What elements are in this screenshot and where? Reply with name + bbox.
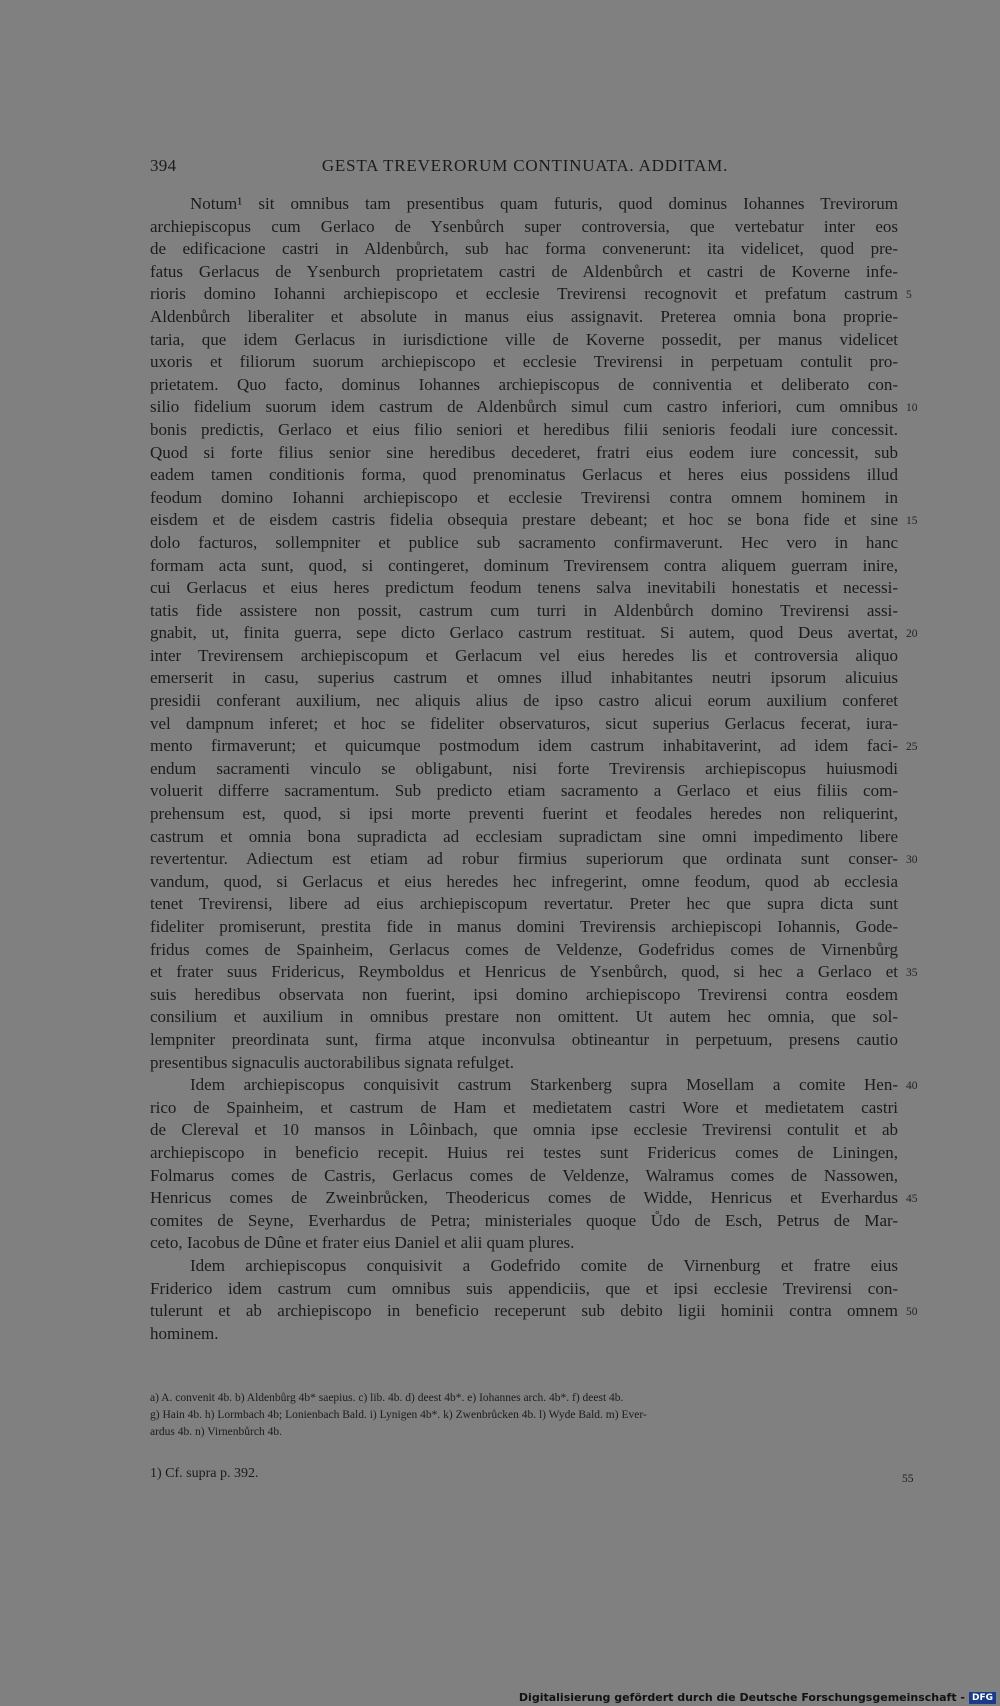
text-line-content: gnabit, ut, finita guerra, sepe dicto Gerlaco castrum restituat. Si autem, quod Deus avertat,: [150, 623, 898, 643]
line-number: 50: [906, 1306, 918, 1319]
text-line: [150, 238, 898, 261]
text-line: [150, 1142, 898, 1165]
text-line-content: Quod si forte filius senior sine heredibus decederet, fratri eius eodem iure concessit, sub: [150, 442, 898, 462]
text-line: [150, 419, 898, 442]
text-line-content: rico de Spainheim, et castrum de Ham et medietatem castri Wore et medietatem castri: [150, 1097, 898, 1117]
line-number: 20: [906, 628, 918, 641]
text-line: [150, 1210, 898, 1233]
text-line: [150, 1052, 898, 1075]
text-line: [150, 780, 898, 803]
text-line: [150, 826, 898, 849]
text-line-content: emerserit in casu, superius castrum et omnes illud inhabitantes neutri ipsorum alicuius: [150, 668, 898, 688]
text-line-content: de Clereval et 10 mansos in Lôinbach, que omnia ipse ecclesie Trevirensi contulit et ab: [150, 1120, 898, 1140]
text-line-content: feodum domino Iohanni archiepiscopo et ecclesie Trevirensi contra omnem hominem in: [150, 487, 898, 507]
text-line-content: bonis predictis, Gerlaco et eius filio seniori et heredibus filii senioris feodali iure concessit.: [150, 419, 898, 439]
signature-mark: 55: [902, 1473, 914, 1485]
apparatus-line: a) A. convenit 4b. b) Aldenbůrg 4b* saepius. c) lib. 4b. d) deest 4b*. e) Iohannes arch. 4b*. f) deest 4b.: [150, 1392, 624, 1404]
text-line: [150, 1074, 918, 1097]
text-line-content: presentibus signaculis auctorabilibus signata refulget.: [150, 1052, 514, 1072]
text-line-content: vandum, quod, si Gerlacus et eius heredes hec infregerint, omne feodum, quod ab ecclesia: [150, 871, 898, 891]
text-line: [150, 1119, 898, 1142]
source-footnote: 1) Cf. supra p. 392.: [150, 1466, 259, 1481]
text-line: [150, 713, 898, 736]
running-title: GESTA TREVERORUM CONTINUATA. ADDITAM.: [321, 156, 729, 175]
text-line: [150, 1278, 898, 1301]
text-line: [150, 216, 898, 239]
text-line-content: eisdem et de eisdem castris fidelia obsequia prestare debeant; et hoc se bona fide et sine: [150, 510, 898, 530]
text-line: [150, 871, 898, 894]
text-line-content: consilium et auxilium in omnibus prestare non omittent. Ut autem hec omnia, que sol-: [150, 1007, 898, 1027]
apparatus-line: ardus 4b. n) Virnenbůrch 4b.: [150, 1426, 282, 1438]
text-line-content: eadem tamen conditionis forma, quod prenominatus Gerlacus et heres eius possidens illud: [150, 465, 898, 485]
text-line-content: archiepiscopus cum Gerlaco de Ysenbůrch super controversia, que vertebatur inter eos: [150, 216, 898, 236]
line-number: 25: [906, 741, 918, 754]
text-line-content: endum sacramenti vinculo se obligabunt, nisi forte Trevirensis archiepiscopus huiusmodi: [150, 758, 898, 778]
line-number: 10: [906, 402, 918, 415]
text-line: [150, 622, 918, 645]
text-line: [150, 1029, 898, 1052]
text-line: [150, 667, 898, 690]
page-number: 394: [150, 156, 177, 175]
text-line: [150, 1300, 918, 1323]
main-text: [150, 193, 918, 1345]
text-line-content: suis heredibus observata non fuerint, ipsi domino archiepiscopo Trevirensi contra eosdem: [150, 984, 898, 1004]
text-line-content: Aldenbůrch liberaliter et absolute in manus eius assignavit. Preterea omnia bona proprie-: [150, 306, 898, 326]
text-line-content: Notum¹ sit omnibus tam presentibus quam futuris, quod dominus Iohannes Trevirorum: [190, 194, 898, 213]
text-line-content: tenet Trevirensi, libere ad eius archiepiscopum revertatur. Preter hec que supra dicta sunt: [150, 894, 898, 914]
text-line: [150, 577, 898, 600]
text-line: [150, 283, 912, 306]
line-number: 5: [906, 289, 912, 302]
text-line-content: rioris domino Iohanni archiepiscopo et ecclesie Trevirensi recognovit et prefatum castrum: [150, 284, 898, 304]
text-line-content: uxoris et filiorum suorum archiepiscopo et ecclesie Trevirensi in perpetuam contulit pro-: [150, 352, 898, 372]
line-number: 15: [906, 515, 918, 528]
text-line-content: mento firmaverunt; et quicumque postmodum idem castrum inhabitaverint, ad idem faci-: [150, 736, 898, 756]
text-line: [150, 1255, 898, 1278]
digitization-footer: [519, 1690, 1000, 1706]
apparatus-line: g) Hain 4b. h) Lormbach 4b; Lonienbach Bald. i) Lynigen 4b*. k) Zwenbrůcken 4b. l) Wyde Bald. m) Ever-: [150, 1409, 647, 1421]
text-line-content: Friderico idem castrum cum omnibus suis appendiciis, que et ipsi ecclesie Trevirensi con-: [150, 1278, 898, 1298]
text-line: [150, 1187, 918, 1210]
text-line: [150, 600, 898, 623]
text-line-content: inter Trevirensem archiepiscopum et Gerlacum vel eius heredes lis et controversia aliquo: [150, 645, 898, 665]
text-line-content: ceto, Iacobus de Dûne et frater eius Daniel et alii quam plures.: [150, 1233, 575, 1253]
text-line: [150, 735, 918, 758]
text-line-content: fatus Gerlacus de Ysenburch proprietatem castri de Aldenbůrch et castri de Koverne infe-: [150, 261, 898, 281]
text-line-content: Idem archiepiscopus conquisivit castrum Starkenberg supra Mosellam a comite Hen-: [190, 1075, 898, 1095]
text-line-content: vel dampnum inferet; et hoc se fideliter observaturos, sicut superius Gerlacus fecerat, iura-: [150, 713, 898, 733]
text-line-content: Henricus comes de Zweinbrůcken, Theodericus comes de Widde, Henricus et Everhardus: [150, 1188, 898, 1208]
text-line: [150, 487, 898, 510]
footer-text: Digitalisierung gefördert durch die Deutsche Forschungsgemeinschaft -: [518, 1691, 965, 1704]
text-line-content: presidii conferant auxilium, nec aliquis alius de ipso castro alicui eorum auxilium conferet: [150, 691, 898, 711]
text-line-content: dolo facturos, sollempniter et publice sub sacramento confirmaverunt. Hec vero in hanc: [150, 532, 898, 552]
text-line: [150, 939, 898, 962]
text-line-content: fridus comes de Spainheim, Gerlacus comes de Veldenze, Godefridus comes de Virnenbůrg: [150, 939, 898, 959]
line-number: 40: [906, 1080, 918, 1093]
text-line: [150, 690, 898, 713]
text-line: [150, 803, 898, 826]
text-line-content: formam acta sunt, quod, si contingeret, dominum Trevirensem contra aliquem guerram inire,: [150, 555, 898, 575]
text-line: [150, 532, 898, 555]
text-line: [150, 442, 898, 465]
text-line: [150, 1323, 898, 1346]
text-line-content: hominem.: [150, 1323, 219, 1343]
text-line: [150, 396, 918, 419]
text-line: [150, 351, 898, 374]
text-line: [150, 961, 918, 984]
text-line-content: cui Gerlacus et eius heres predictum feodum tenens salva inevitabili honestatis et necessi-: [150, 578, 898, 598]
text-line-content: comites de Seyne, Everhardus de Petra; ministeriales quoque Ůdo de Esch, Petrus de Mar-: [150, 1210, 898, 1230]
text-line-content: silio fidelium suorum idem castrum de Aldenbůrch simul cum castro inferiori, cum omnibus: [150, 397, 898, 417]
text-line: [150, 758, 898, 781]
line-number: 35: [906, 967, 918, 980]
text-line: [150, 1232, 898, 1255]
text-line-content: tatis fide assistere non possit, castrum cum turri in Aldenbůrch domino Trevirensi assi-: [150, 600, 898, 620]
text-line-content: fideliter promiserunt, prestita fide in manus domini Trevirensis archiepiscopi Iohannis, Gode-: [150, 917, 898, 936]
text-line: [150, 261, 898, 284]
text-line: [150, 509, 918, 532]
text-line: [150, 1165, 898, 1188]
text-line-content: voluerit differre sacramentum. Sub predicto etiam sacramento a Gerlaco et eius filiis com-: [150, 781, 898, 801]
text-line: [150, 916, 898, 939]
text-line: [150, 374, 898, 397]
line-number: 45: [906, 1193, 918, 1206]
text-line: [150, 464, 898, 487]
text-line: [150, 193, 898, 216]
text-line-content: archiepiscopo in beneficio recepit. Huius rei testes sunt Fridericus comes de Liningen,: [150, 1142, 898, 1162]
text-line: [150, 848, 918, 871]
text-line: [150, 1097, 898, 1120]
text-line: [150, 306, 898, 329]
text-line-content: de edificacione castri in Aldenbůrch, sub hac forma convenerunt: ita videlicet, quod pre-: [150, 239, 898, 259]
text-line: [150, 893, 898, 916]
text-line-content: lempniter preordinata sunt, firma atque inconvulsa obtineantur in perpetuum, presens cautio: [150, 1029, 898, 1049]
text-line-content: prehensum est, quod, si ipsi morte preventi fuerint et feodales heredes non reliquerint,: [150, 804, 898, 824]
critical-apparatus: [150, 1390, 910, 1441]
text-line-content: tulerunt et ab archiepiscopo in beneficio receperunt sub debito ligii hominii contra omnem: [150, 1301, 898, 1321]
text-line: [150, 645, 898, 668]
text-line-content: prietatem. Quo facto, dominus Iohannes archiepiscopus de conniventia et deliberato con-: [150, 374, 898, 394]
page-header: [150, 156, 900, 180]
dfg-logo: DFG: [969, 1692, 996, 1704]
text-line-content: taria, que idem Gerlacus in iurisdictione ville de Koverne possedit, per manus videlicet: [150, 329, 898, 349]
text-line-content: et frater suus Fridericus, Reymboldus et Henricus de Ysenbůrch, quod, si hec a Gerlaco et: [150, 962, 898, 982]
text-line: [150, 555, 898, 578]
text-line-content: Folmarus comes de Castris, Gerlacus comes de Veldenze, Walramus comes de Nassowen,: [150, 1165, 898, 1185]
line-number: 30: [906, 854, 918, 867]
text-line: [150, 329, 898, 352]
text-line-content: Idem archiepiscopus conquisivit a Godefrido comite de Virnenburg et fratre eius: [190, 1255, 898, 1275]
text-line-content: castrum et omnia bona supradicta ad ecclesiam supradictam sine omni impedimento libere: [150, 826, 898, 846]
text-line-content: revertentur. Adiectum est etiam ad robur firmius superiorum que ordinata sunt conser-: [150, 849, 898, 869]
text-line: [150, 1006, 898, 1029]
text-line: [150, 984, 898, 1007]
